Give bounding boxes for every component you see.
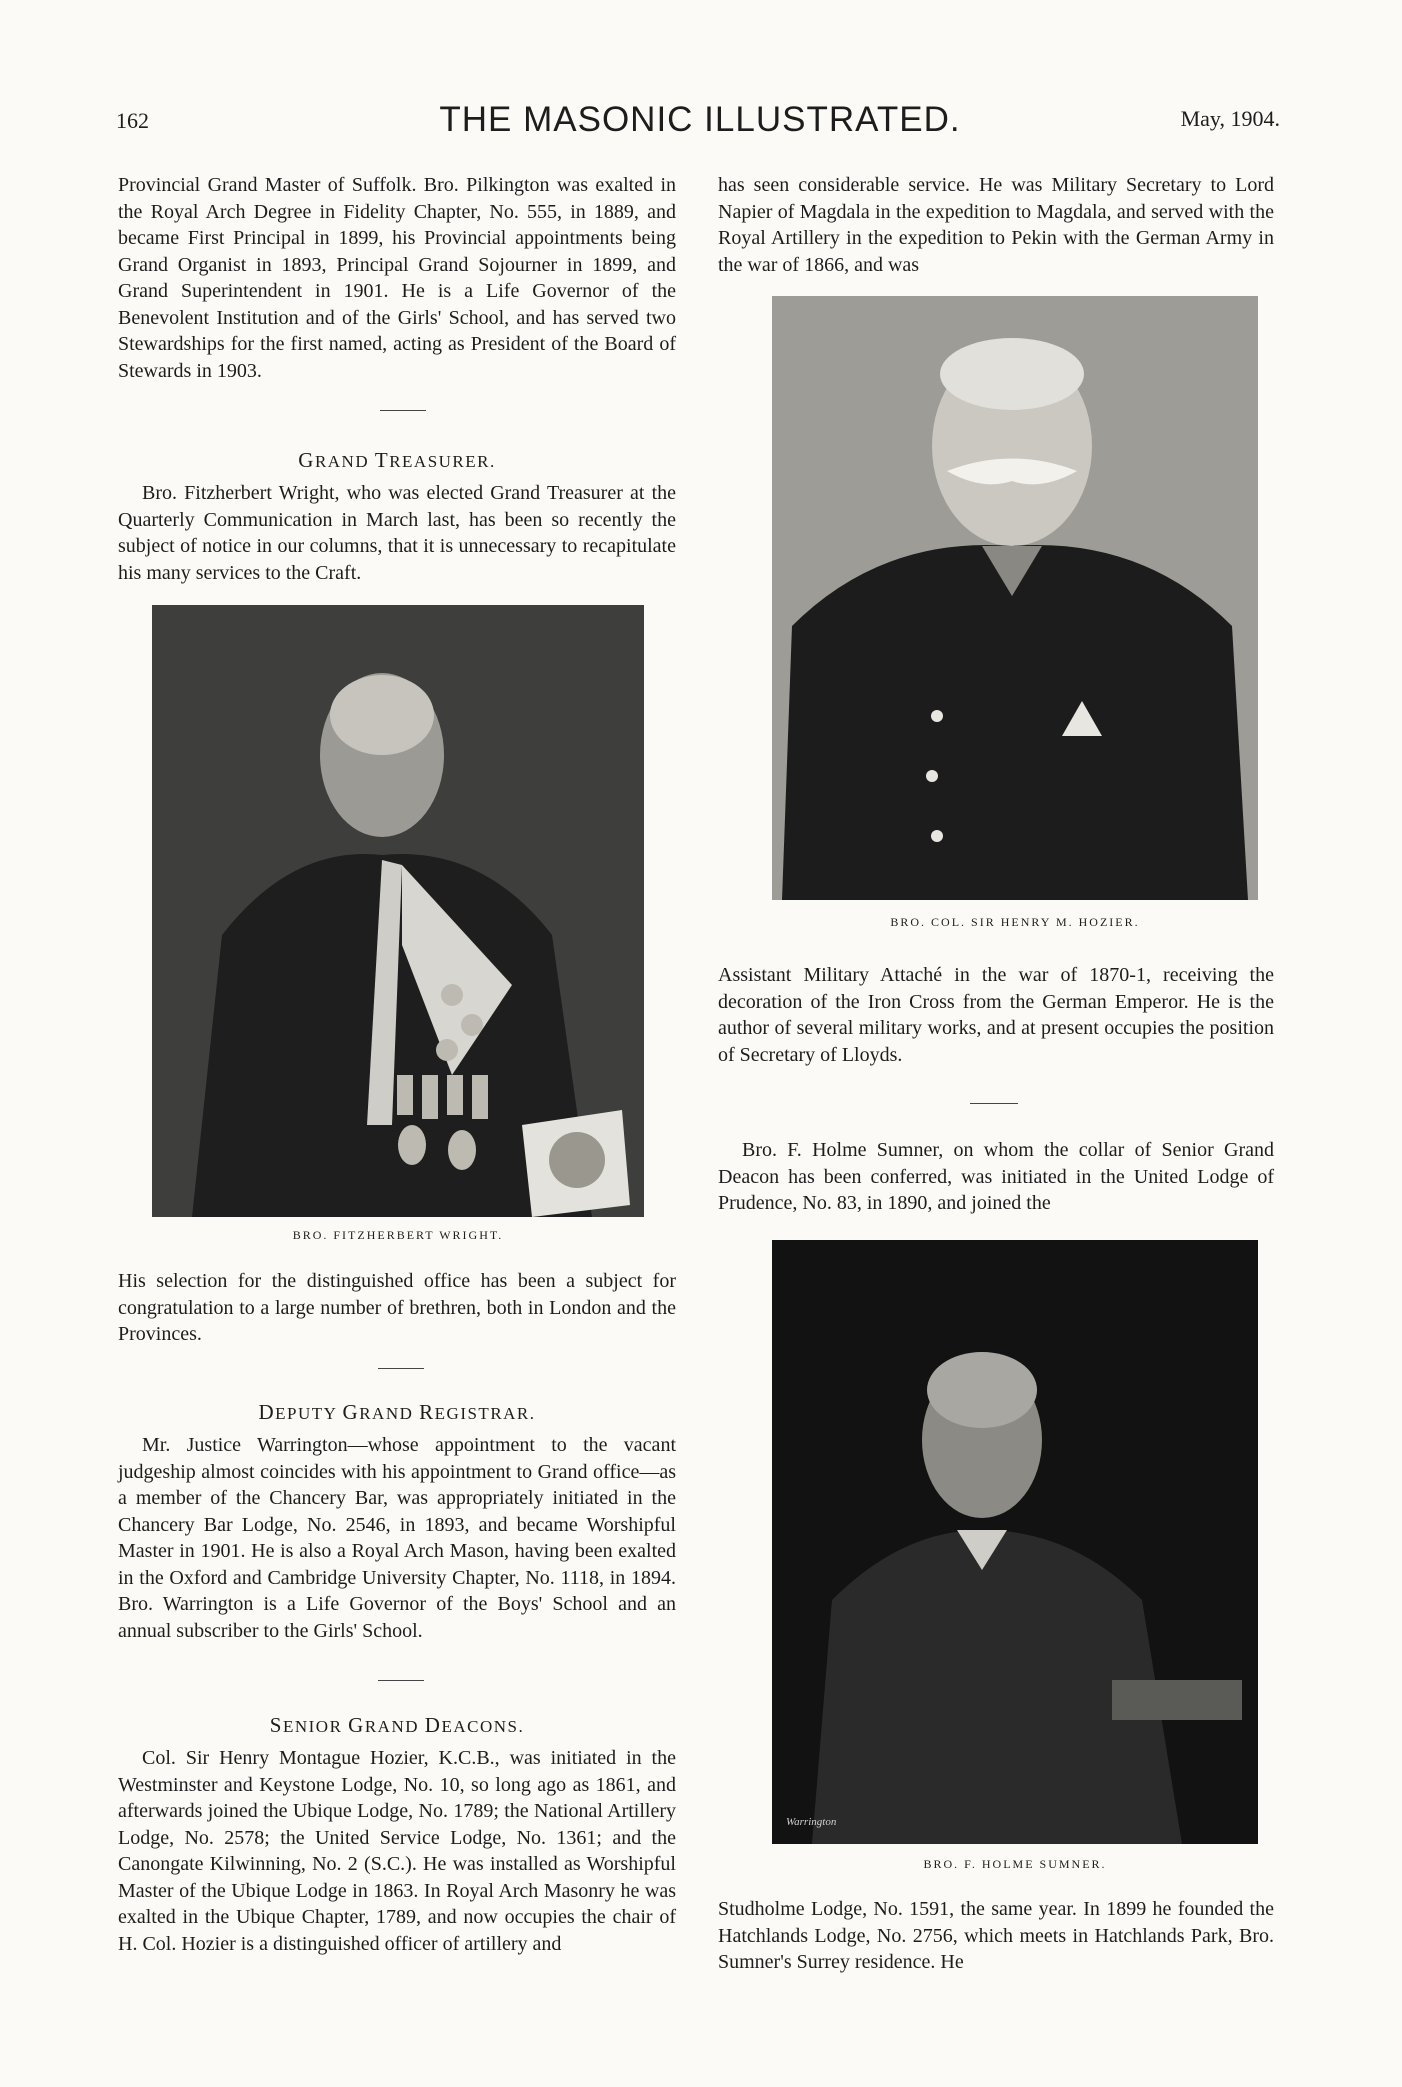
intro-paragraph: Provincial Grand Master of Suffolk. Bro. Pilkington was exalted in the Royal Arch Degree in Fidelity Chapter, No. 555, in 1889, and became First Principal in 1899, his Provincial appointments being Grand Organist in 1893, Principal Grand Sojourner in 1899, and Grand Superintendent in 1901. He is a Life Governor of the Benevolent Institution and of the Girls' School, and has served two Stewardships for the first named, acting as President of the Board of Stewards in 1903. xyxy=(118,174,676,382)
photo-signature: Warrington xyxy=(786,1816,837,1828)
senior-grand-deacons-paragraph: Col. Sir Henry Montague Hozier, K.C.B., was initiated in the Westminster and Keystone Lodge, No. 10, so long ago as 1861, and afterwards joined the Ubique Lodge, No. 1789; the National Artillery Lodge, No. 2578; the United Service Lodge, No. 1361; and the Canongate Kilwinning, No. 2 (S.C.). He was installed as Worshipful Master of the Ubique Lodge in 1863. In Royal Arch Masonry he was exalted in the Ubique Chapter, 1789, and now occupies the chair of H. Col. Hozier is a distinguished officer of artillery and xyxy=(118,1747,676,1955)
photo-sir-henry-hozier xyxy=(772,296,1258,900)
divider-rule xyxy=(378,1368,424,1369)
divider-rule xyxy=(380,410,426,411)
masthead-title: THE MASONIC ILLUSTRATED. xyxy=(439,100,961,139)
after-photo2-paragraph: Assistant Military Attaché in the war of 1870-1, receiving the decoration of the Iron Cross from the German Emperor. He is the author of several military works, and at present occupies the position of Secretary of Lloyds. xyxy=(718,964,1274,1066)
sumner-paragraph: Bro. F. Holme Sumner, on whom the collar of Senior Grand Deacon has been conferred, was initiated in the United Lodge of Prudence, No. 83, in 1890, and joined the xyxy=(718,1139,1274,1214)
divider-rule xyxy=(970,1103,1018,1104)
heading-senior-grand-deacons: SENIOR GRAND DEACONS. xyxy=(269,1713,525,1737)
heading-deputy-grand-registrar: DEPUTY GRAND REGISTRAR. xyxy=(258,1400,536,1424)
caption-holme-sumner: BRO. F. HOLME SUMNER. xyxy=(923,1857,1107,1871)
deputy-grand-registrar-paragraph: Mr. Justice Warrington—whose appointment to the vacant judgeship almost coincides with his appointment to Grand office—as a member of the Chancery Bar, was appropriately initiated in the Chancery Bar Lodge, No. 2546, in 1893, and became Worshipful Master in 1901. He is also a Royal Arch Mason, having been exalted in the Oxford and Cambridge University Chapter, No. 1118, in 1894. Bro. Warrington is a Life Governor of the Boys' School and an annual subscriber to the Girls' School. xyxy=(118,1434,676,1642)
issue-date: May, 1904. xyxy=(1180,106,1280,131)
photo-fitzherbert-wright xyxy=(152,605,644,1217)
heading-grand-treasurer: GRAND TREASURER. xyxy=(298,448,496,472)
caption-fitzherbert-wright: BRO. FITZHERBERT WRIGHT. xyxy=(292,1228,504,1242)
divider-rule xyxy=(378,1680,424,1681)
right-top-paragraph: has seen considerable service. He was Military Secretary to Lord Napier of Magdala in the expedition to Magdala, and served with the Royal Artillery in the expedition to Pekin with the German Army in the war of 1866, and was xyxy=(718,174,1274,276)
page-number: 162 xyxy=(116,108,149,133)
grand-treasurer-paragraph: Bro. Fitzherbert Wright, who was elected Grand Treasurer at the Quarterly Communication in March last, has been so recently the subject of notice in our columns, that it is unnecessary to recapitulate his many services to the Craft. xyxy=(118,482,676,584)
final-paragraph: Studholme Lodge, No. 1591, the same year. In 1899 he founded the Hatchlands Lodge, No. 2756, which meets in Hatchlands Park, Bro. Sumner's Surrey residence. He xyxy=(718,1898,1274,1973)
after-photo1-paragraph: His selection for the distinguished office has been a subject for congratulation to a large number of brethren, both in London and the Provinces. xyxy=(118,1270,676,1345)
caption-sir-henry-hozier: BRO. COL. SIR HENRY M. HOZIER. xyxy=(890,915,1140,929)
photo-holme-sumner xyxy=(772,1240,1258,1844)
